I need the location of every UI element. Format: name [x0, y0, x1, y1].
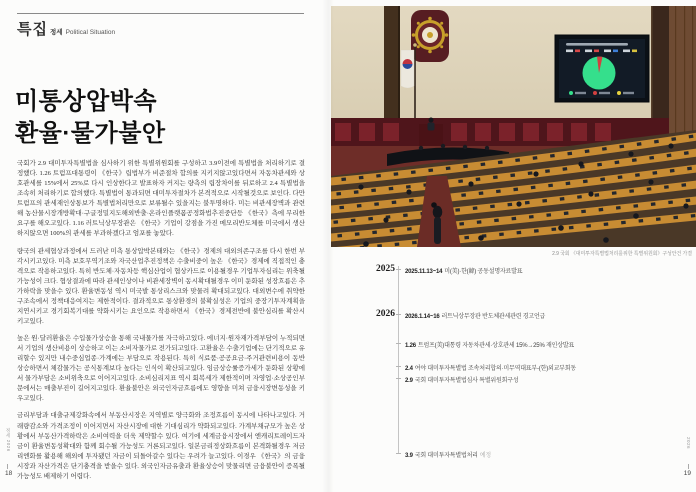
photo-caption: 2.9 국회 《대미투자특별법처리를위한 특별위원회》구성안건 가결: [552, 251, 692, 257]
assembly-emblem: [411, 10, 449, 62]
article-title: [15, 86, 166, 149]
section-category-ko: 정세: [50, 29, 63, 36]
timeline-entry-text: 국회 대미투자특별법심사 특별위원회구성: [414, 378, 519, 384]
article-paragraph: 국회가 2.9 대미투자특별법을 심사하기 위한 특별위원회를 구성하고 3.9이전에 특별법을 처리하기로 결정했다. 1.26 트럼프대통령이 《한국》립법부가 비준절차 합의를 지키지않고있다면서 자동차관세와 상호관세를 15%에서 25%로 다시 인상한다고 발표하자 커지는 량측의 립장차이를 뒤로하고 2.4 특별법을 조속히 처리하기로 합의했다. 특별법이 통과되면 대미투자절차가 본격적으로 시작될것으로 보인다. 다만 트럼프의 관세재인상통보가 특별법처리만으로 보류될수 있을지는 불투명하다. 미는 비관세장벽과 관련해 농산물시장개방확대·구글정밀지도해외반출·온라인플랫폼공정화법추진중단등 《한국》측에 무리한 요구를 해오고있다. 1.16 러트닉상무장관은 《한국》기업이 강점을 가진 메모리반도체를 미국에서 생산하지않으면 100%의 관세를 부과하겠다고 엄포를 놓았다.: [17, 160, 305, 238]
timeline-entry-text: 여야 대미투자특별법 조속처리합의·미무역대표부-(한)외교부회동: [414, 366, 576, 372]
timeline-entry-date: 2.9: [405, 378, 413, 384]
assembly-photo-art: [331, 6, 696, 247]
left-pillar: [384, 6, 400, 126]
article-body: [17, 159, 305, 489]
timeline-entry: [405, 450, 685, 459]
timeline-entry-date: 3.9: [405, 453, 413, 459]
timeline-entry: [405, 363, 685, 372]
timeline-tick: [396, 343, 401, 344]
assembly-photo: [331, 6, 696, 247]
article-title-line2: 환율·물가불안: [15, 119, 166, 147]
timeline-axis: [398, 266, 399, 454]
article-paragraph: 금리부담과 대출규제강화속에서 부동산시장은 지역별로 양극화와 조정흐름이 동시에 나타나고있다. 거래량감소와 가격조정이 이어지면서 자산시장에 대한 기대심리가 약화되고있다. 가계부채규모가 높은 상황에서 부동산가격하락은 소비여력을 더욱 제약할수 있다. 여기에 세계금융시장에서 엔캐리트레이드자금이 환율변동성확대와 함께 회수될 가능성도 거론되고있다. 일본금리정상화흐름이 본격화될경우 저금리엔화를 활용해 해외에 투자됐던 자금이 되돌아갈수 있다는 우려가 늘고있다. 이경우 《한국》의 금융시장과 자산가격은 단기충격을 받을수 있다. 외국인자금유출과 환율상승이 맞물리면 금융불안이 증폭될 가능성도 배제하기 어렵다.: [17, 412, 305, 480]
timeline-entry-date: 2.4: [405, 366, 413, 372]
timeline-year-2026: 2026: [376, 309, 395, 319]
timeline-tick: [396, 269, 401, 270]
page-gutter: [322, 0, 334, 492]
timeline-entry: [405, 340, 685, 349]
timeline-entry: [405, 375, 685, 384]
article-paragraph: 높은 원·달러환율은 수입물가상승을 통해 국내물가를 자극하고있다. 에너지·원자재가격부담이 누적되면서 기업의 생산비용이 상승하고 이는 소비자물가로 전가되고있다. 고환율은 수출기업에는 단기적으로 유리할수 있지만 내수중심업종·가계에는 부담으로 작용된다. 특히 식료품·공공요금·주거관련비용이 동반상승하면서 체감물가는 공식통계보다 높다는 인식이 확산되고있다. 임금상승률증가세가 둔화된 상황에서 물가부담은 소비위축으로 이어지고있다. 소비심리지표 역시 회복세가 제한적이며 자영업·소상공인부문에서는 매출부진이 길어지고있다. 환율불안은 외국인자금흐름에도 영향을 미쳐 금융시장변동성을 키우고있다.: [17, 335, 305, 403]
timeline: [370, 260, 692, 486]
article-paragraph: 량국의 관세협상과정에서 드러난 미측 통상압박본태와는 《한국》경제의 대외의존구조를 다시 한번 부각시키고있다. 미측 보호무역기조와 자국산업추진정책은 수출비중이 높은 《한국》경제에 직접적인 충격으로 작용하고있다. 특히 반도체·자동차등 핵심산업이 협상카드로 이용될경우 기업투자심리는 위축될 가능성이 크다. 협상결과에 따라 관세인상이나 비관세장벽이 동시확대될경우 이미 둔화된 성장흐름은 추가하락을 맞을수 있다. 환율변동성 역시 미국발 통상리스크와 맞물려 확대되고있다. 대외변수에 취약한 구조속에서 정책대응여지는 제한적이다. 결과적으로 통상환경의 불확실성은 기업의 중장기투자계획을 지연시키고 경기회복기대를 약화시키는 요인으로 작용하면서 《한국》경제전반에 불안심리를 확산시키고있다.: [17, 247, 305, 325]
timeline-entry-text: 트럼프(美)대통령 자동차관세·상호관세 15%→25% 재인상발표: [417, 343, 575, 349]
vote-screen: [555, 35, 649, 102]
timeline-entry: [405, 311, 685, 320]
timeline-entry-text: 미(美)·한(韓) 공동설명자료발표: [444, 269, 523, 275]
section-category-en: Political Situation: [65, 29, 116, 36]
spine-divider-right: [688, 464, 689, 469]
timeline-tick: [396, 378, 401, 379]
timeline-tick: [396, 453, 401, 454]
spine-label-left: 정세 2026: [6, 428, 11, 452]
article-title-line1: 미통상압박속: [15, 88, 158, 115]
spine-divider-left: [7, 464, 8, 469]
spine-label-right: 2026: [686, 437, 691, 450]
page-number-left: 18: [5, 470, 13, 477]
section-category: [50, 27, 115, 36]
section-title: 특집: [17, 22, 48, 38]
timeline-entry-note: 예정: [479, 453, 491, 459]
timeline-tick: [396, 366, 401, 367]
header-rule: [17, 13, 304, 14]
page-number-right: 19: [683, 470, 691, 477]
timeline-entry-date: 2026.1.14~16: [405, 314, 440, 320]
timeline-tick: [396, 314, 401, 315]
timeline-year-2025: 2025: [376, 264, 395, 274]
timeline-entry-date: 2025.11.13~14: [405, 269, 443, 275]
timeline-entry-text: 국회 대미투자특별법처리: [414, 453, 478, 459]
timeline-entry-date: 1.26: [405, 343, 416, 349]
timeline-entry: [405, 266, 685, 275]
timeline-entry-text: 러트닉상무장관 반도체관세관련 경고언급: [441, 314, 546, 320]
